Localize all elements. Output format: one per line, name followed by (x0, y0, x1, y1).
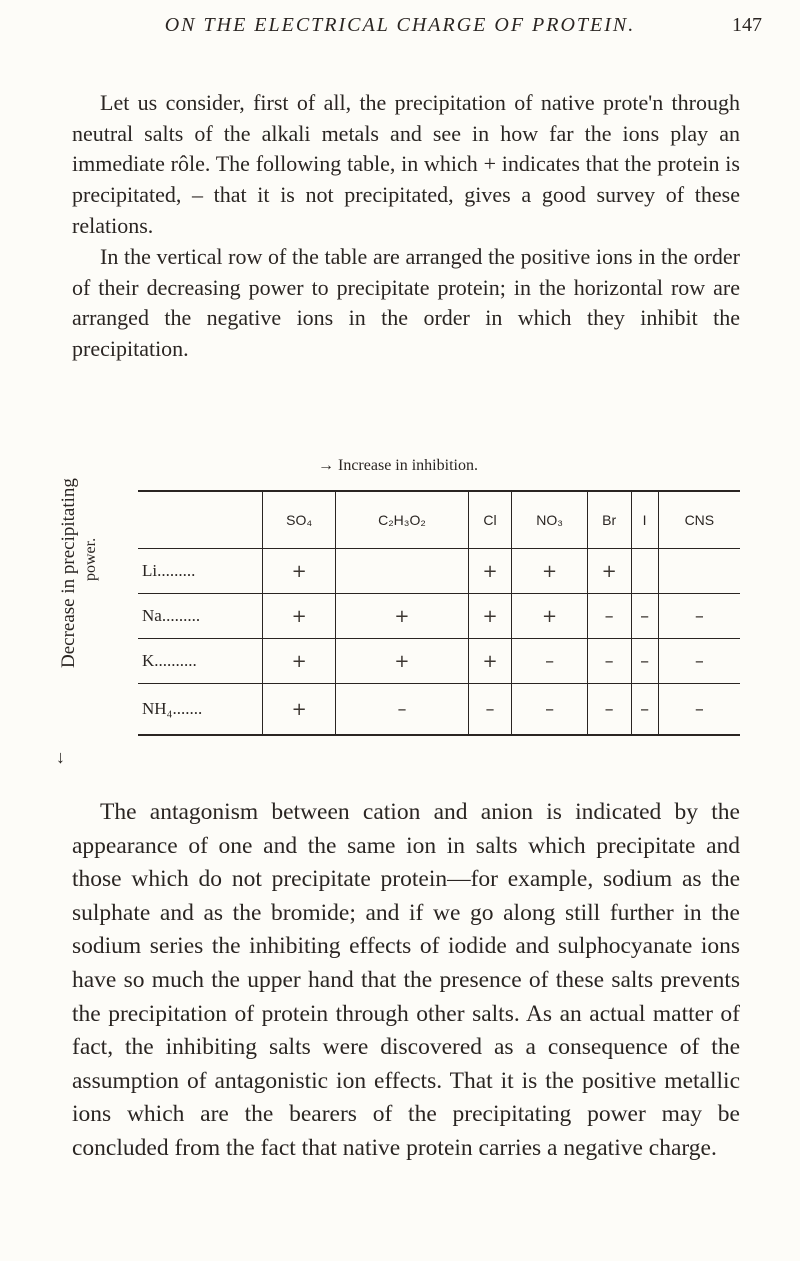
table-cell: + (468, 639, 512, 684)
col-header: CNS (658, 491, 740, 549)
paragraph-antagonism: The antagonism between cation and anion is indicated by the appearance of one and the same ion in salts which precipitate and those which do not precipitate protein—for example, sodium as the sulphate and as the bromide; and if we go along still further in the sodium series the inhibiting effects of iodide and sulphocyanate ions have so much the upper hand that the presence of these salts prevents the precipitation of protein through other salts. As an actual matter of fact, the inhibiting salts were discovered as a consequence of the assumption of antagonistic ion effects. That it is the positive metallic ions which are the bearers of the precipitating power may be concluded from the fact that native protein carries a negative charge. (72, 799, 740, 1161)
row-label: K.......... (138, 639, 263, 684)
table-cell: + (468, 594, 512, 639)
table-cell: + (263, 684, 336, 736)
paragraph-table-description: In the vertical row of the table are arranged the positive ions in the order of their decreasing power to precipitate protein; in the horizontal row are arranged the negative ions in the order in which they inhibit the precipitation. (72, 244, 740, 362)
table-cell: + (263, 639, 336, 684)
header-title: ON THE ELECTRICAL CHARGE OF PROTEIN. (164, 14, 636, 36)
vertical-label-line2: power. (82, 537, 99, 581)
table-cell: + (468, 549, 512, 594)
table-cell: + (336, 594, 468, 639)
vertical-label-line1: Decrease in precipitating (58, 478, 79, 668)
table-cell: + (263, 594, 336, 639)
col-header: Cl (468, 491, 512, 549)
table-cell: – (658, 684, 740, 736)
table-cell: + (263, 549, 336, 594)
table-header-row (138, 491, 740, 549)
table-cell: + (512, 594, 587, 639)
col-header: Br (587, 491, 631, 549)
table-cell: – (468, 684, 512, 736)
table-cell: + (336, 639, 468, 684)
col-header: NO₃ (512, 491, 587, 549)
table-cell: – (658, 639, 740, 684)
table-row (138, 549, 740, 594)
table-cell: – (587, 594, 631, 639)
table-cell: – (631, 639, 658, 684)
table-cell: – (658, 594, 740, 639)
header-blank (138, 491, 263, 549)
table-cell: – (512, 684, 587, 736)
table-cell (631, 549, 658, 594)
down-arrow-icon: ↓ (56, 747, 65, 767)
running-header (0, 14, 800, 37)
table-cell (658, 549, 740, 594)
page-number: 147 (732, 14, 762, 36)
col-header: C₂H₃O₂ (336, 491, 468, 549)
row-label: Li......... (138, 549, 263, 594)
table-cell: – (587, 639, 631, 684)
table-cell: + (587, 549, 631, 594)
table-cell: – (631, 684, 658, 736)
row-label: Na......... (138, 594, 263, 639)
col-header: I (631, 491, 658, 549)
vertical-axis-label (58, 453, 98, 723)
table-row (138, 594, 740, 639)
table-cell: – (512, 639, 587, 684)
table-cell: – (631, 594, 658, 639)
table-cell: – (336, 684, 468, 736)
ion-precipitation-table (138, 490, 740, 736)
paragraph-intro: Let us consider, first of all, the precipitation of native prote'n through neutral salts of the alkali metals and see in how far the ions play an immediate rôle. The following table, in which + indicates that the protein is precipitated, – that it is not precipitated, gives a good survey of these relations. (72, 90, 740, 238)
table-cell (336, 549, 468, 594)
row-label: NH₄....... (142, 699, 203, 718)
table-row (138, 684, 740, 736)
table-cell: + (512, 549, 587, 594)
horizontal-axis-label: → Increase in inhibition. (318, 457, 478, 474)
table-row (138, 639, 740, 684)
col-header: SO₄ (263, 491, 336, 549)
table-cell: – (587, 684, 631, 736)
